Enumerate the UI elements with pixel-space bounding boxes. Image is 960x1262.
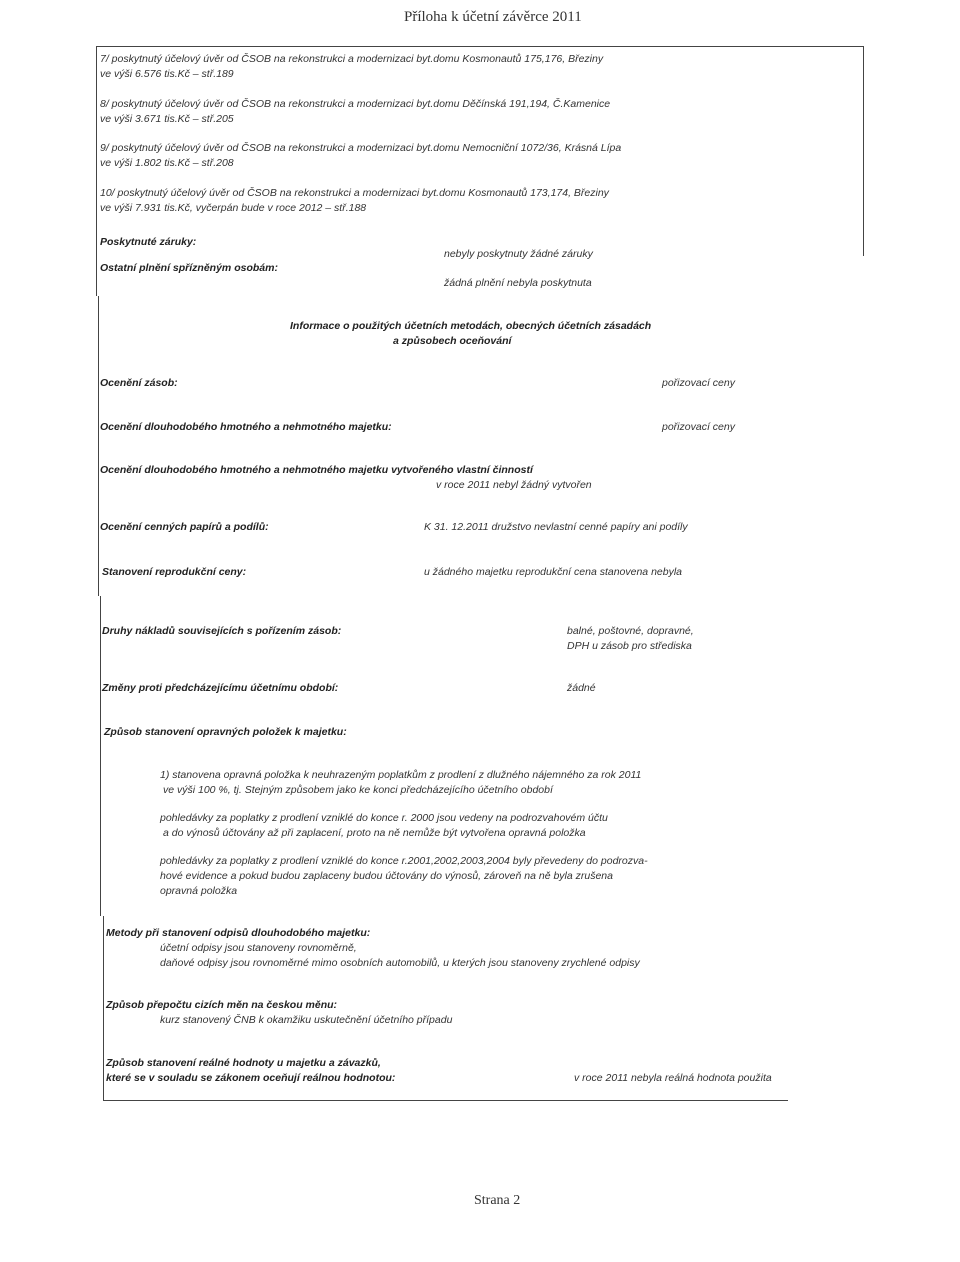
loan-10-line1: 10/ poskytnutý účelový úvěr od ČSOB na rekonstrukci a modernizaci byt.domu Kosmonautů 173,174, Březiny — [100, 187, 609, 199]
fair-value-label-line2: které se v souladu se zákonem oceňují reálnou hodnotou: — [106, 1072, 396, 1084]
own-asset-valuation-value: v roce 2011 nebyl žádný vytvořen — [436, 479, 592, 491]
reproduction-price-label: Stanovení reprodukční ceny: — [102, 566, 247, 578]
allowances-label: Způsob stanovení opravných položek k majetku: — [104, 726, 347, 738]
loan-9-line1: 9/ poskytnutý účelový úvěr od ČSOB na rekonstrukci a modernizaci byt.domu Nemocniční 1072/36, Krásná Lípa — [100, 142, 622, 154]
info-heading-line2: a způsobech oceňování — [393, 335, 512, 347]
asset-valuation-label: Ocenění dlouhodobého hmotného a nehmotného majetku: — [100, 421, 392, 433]
acquisition-costs-value-line1: balné, poštovné, dopravné, — [567, 625, 694, 637]
fair-value-value: v roce 2011 nebyla reálná hodnota použita — [574, 1072, 772, 1084]
loan-8-line1: 8/ poskytnutý účelový úvěr od ČSOB na rekonstrukci a modernizaci byt.domu Děčínská 191,194, Č.Kamenice — [100, 98, 611, 110]
related-parties-value: žádná plnění nebyla poskytnuta — [444, 277, 592, 289]
allowances-p3-line3: opravná položka — [160, 885, 238, 897]
acquisition-costs-value-line2: DPH u zásob pro střediska — [567, 640, 692, 652]
page-header-title: Příloha k účetní závěrce 2011 — [404, 9, 582, 25]
allowances-p1-line2: ve výši 100 %, tj. Stejným způsobem jako ke konci předcházejícího účetního období — [163, 784, 553, 796]
depreciation-line2: daňové odpisy jsou rovnoměrné mimo osobních automobilů, u kterých jsou stanoveny zrychlené odpisy — [160, 957, 640, 969]
depreciation-label: Metody při stanovení odpisů dlouhodobého majetku: — [106, 927, 371, 939]
acquisition-costs-label: Druhy nákladů souvisejících s pořízením zásob: — [102, 625, 342, 637]
frame-bottom-line — [103, 1100, 788, 1101]
allowances-p3-line2: hové evidence a pokud budou zaplaceny budou účtovány do výnosů, zároveň na ně byla zrušena — [160, 870, 613, 882]
frame-left-line-1 — [96, 46, 97, 296]
reproduction-price-value: u žádného majetku reprodukční cena stanovena nebyla — [424, 566, 683, 578]
loan-9-line2: ve výši 1.802 tis.Kč – stř.208 — [100, 157, 234, 169]
guarantees-value: nebyly poskytnuty žádné záruky — [444, 248, 593, 260]
frame-left-line-4 — [103, 916, 104, 1101]
frame-left-line-2 — [98, 296, 99, 596]
inventory-valuation-label: Ocenění zásob: — [100, 377, 178, 389]
period-changes-label: Změny proti předcházejícímu účetnímu období: — [102, 682, 339, 694]
currency-conversion-label: Způsob přepočtu cizích měn na českou měnu: — [106, 999, 338, 1011]
depreciation-line1: účetní odpisy jsou stanoveny rovnoměrně, — [160, 942, 357, 954]
fair-value-label-line1: Způsob stanovení reálné hodnoty u majetku a závazků, — [106, 1057, 381, 1069]
allowances-p1-line1: 1) stanovena opravná položka k neuhrazeným poplatkům z prodlení z dlužného nájemného za rok 2011 — [160, 769, 642, 781]
related-parties-label: Ostatní plnění spřízněným osobám: — [100, 262, 278, 274]
currency-conversion-value: kurz stanovený ČNB k okamžiku uskutečnění účetního případu — [160, 1014, 453, 1026]
info-heading-line1: Informace o použitých účetních metodách, obecných účetních zásadách — [290, 320, 652, 332]
loan-8-line2: ve výši 3.671 tis.Kč – stř.205 — [100, 113, 234, 125]
frame-right-line — [863, 46, 864, 256]
asset-valuation-value: pořizovací ceny — [662, 421, 735, 433]
securities-valuation-value: K 31. 12.2011 družstvo nevlastní cenné papíry ani podíly — [424, 521, 688, 533]
allowances-p3-line1: pohledávky za poplatky z prodlení vzniklé do konce r.2001,2002,2003,2004 byly převedeny do podrozva- — [160, 855, 648, 867]
inventory-valuation-value: pořizovací ceny — [662, 377, 735, 389]
loan-10-line2: ve výši 7.931 tis.Kč, vyčerpán bude v roce 2012 – stř.188 — [100, 202, 367, 214]
period-changes-value: žádné — [567, 682, 596, 694]
own-asset-valuation-label: Ocenění dlouhodobého hmotného a nehmotného majetku vytvořeného vlastní činností — [100, 464, 533, 476]
loan-7-line2: ve výši 6.576 tis.Kč – stř.189 — [100, 68, 234, 80]
page-number: Strana 2 — [474, 1193, 521, 1208]
guarantees-label: Poskytnuté záruky: — [100, 236, 197, 248]
allowances-p2-line1: pohledávky za poplatky z prodlení vzniklé do konce r. 2000 jsou vedeny na podrozvahovém účtu — [160, 812, 608, 824]
frame-top-line — [96, 46, 864, 47]
securities-valuation-label: Ocenění cenných papírů a podílů: — [100, 521, 269, 533]
loan-7-line1: 7/ poskytnutý účelový úvěr od ČSOB na rekonstrukci a modernizaci byt.domu Kosmonautů 175,176, Březiny — [100, 53, 604, 65]
allowances-p2-line2: a do výnosů účtovány až při zaplacení, proto na ně nemůže být vytvořena opravná položka — [163, 827, 586, 839]
frame-left-line-3 — [100, 596, 101, 916]
